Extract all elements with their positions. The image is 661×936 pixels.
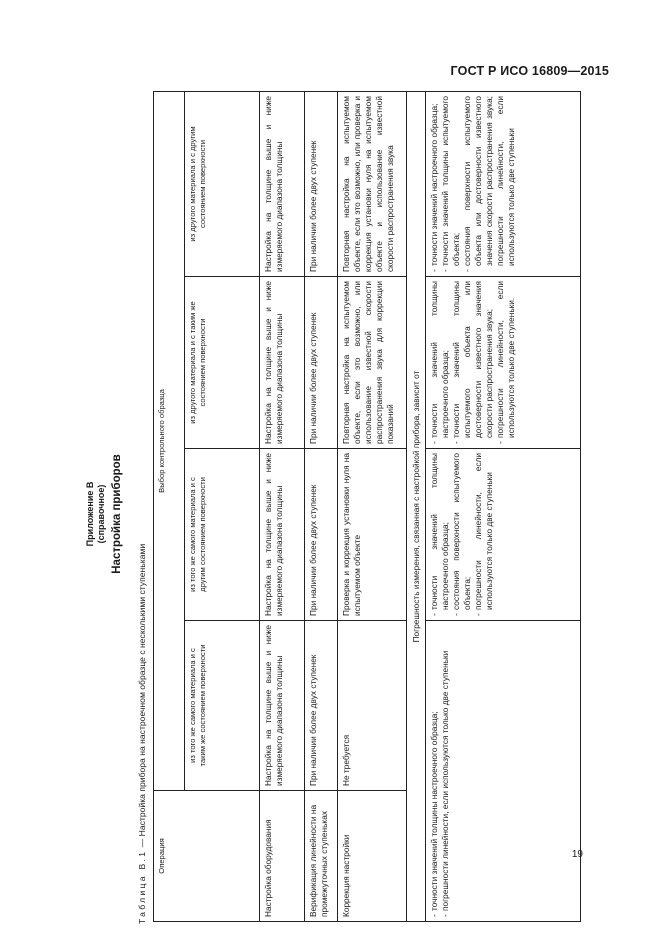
table-cell: Настройка на толщине выше и ниже измеряемого диапазона толщины [260,92,305,277]
list-item: - точности значений толщины настроечного образца; [429,625,440,917]
appendix-title: Приложение В [85,481,95,547]
appendix-subtitle: (справочное) [96,484,106,544]
error-row [426,92,581,922]
appendix-title-block [85,94,107,934]
table-row [260,92,305,922]
list-item: - точности значений толщины настроечного образца; [429,281,451,444]
table-cell: Настройка на толщине выше и ниже измеряемого диапазона толщины [260,449,305,621]
table-cell: При наличии более двух ступенек [305,621,338,791]
calibration-table [153,91,581,922]
list-item: - точности значений толщины испытуемого объекта; [440,96,462,272]
table-cell: Настройка на толщине выше и ниже измеряемого диапазона толщины [260,277,305,449]
subheader-same-material-other-surface: из того же самого материала и с другим состоянием поверхности [185,449,260,621]
table-cell: Повторная настройка на испытуемом объекте, если это возможно, или использование известной скорости распространения звука для коррекции показаний [338,277,407,449]
table-caption [137,544,147,924]
list-item: - точности значений толщины настроечного образца; [429,453,451,616]
table-caption-label: Таблица В.1 [137,849,147,924]
table-cell: При наличии более двух ступенек [305,449,338,621]
table-cell: Повторная настройка на испытуемом объекте, если это возможно, или проверка и коррекция установки нуля на испытуемом объекте и использование известной скорости распространения звука [338,92,407,277]
row-operation-label: Верификация линейности на промежуточных ступеньках [305,791,338,922]
table-cell: Не требуется [338,621,407,791]
table-cell: Настройка на толщине выше и ниже измеряемого диапазона толщины [260,621,305,791]
table-cell: При наличии более двух ступенек [305,277,338,449]
table-header-row [154,92,185,922]
list-item: - погрешности линейности, если используются только две ступеньки. [495,281,517,444]
subheader-other-material-same-surface: из другого материала и с таким же состоянием поверхности [185,277,260,449]
error-cell [426,277,581,449]
standard-designation: ГОСТ Р ИСО 16809—2015 [450,64,609,78]
row-operation-label: Настройка оборудования [260,791,305,922]
rotated-content [69,94,579,934]
error-heading: Погрешность измерения, связанная с настройкой прибора, зависит от [407,92,426,922]
error-cell [426,621,581,922]
table-cell: При наличии более двух ступенек [305,92,338,277]
list-item: - точности значений толщины испытуемого объекта или достоверности известного значения скорости распространения звука; [451,281,495,444]
table-row [305,92,338,922]
table-caption-text: — Настройка прибора на настроечном образце с несколькими ступеньками [137,543,147,850]
list-item: - погрешности линейности, если используются только две ступеньки [473,453,495,616]
header-operation: Операция [154,791,260,922]
list-item: - точности значений настроечного образца; [429,96,440,272]
appendix-heading: Настройка приборов [111,454,123,574]
page-number: 19 [571,849,583,860]
table-row [338,92,407,922]
error-cell [426,449,581,621]
list-item: - погрешности линейности, если используются только две ступеньки [440,625,451,917]
subheader-other-material-other-surface: из другого материала и с другим состоянием поверхности [185,92,260,277]
list-item: - состояния поверхности испытуемого объекта; [451,453,473,616]
table-cell: Проверка и коррекция установки нуля на испытуемом объекте [338,449,407,621]
list-item: - состояния поверхности испытуемого объекта или достоверности известного значения скорости распространения звука; погрешности линейности, если используются только две ступеньки [462,96,517,272]
error-cell [426,92,581,277]
error-heading-row [407,92,426,922]
header-sample-choice: Выбор контрольного образца [154,92,185,791]
row-operation-label: Коррекция настройки [338,791,407,922]
subheader-same-material-same-surface: из того же самого материала и с таким же состоянием поверхности [185,621,260,791]
